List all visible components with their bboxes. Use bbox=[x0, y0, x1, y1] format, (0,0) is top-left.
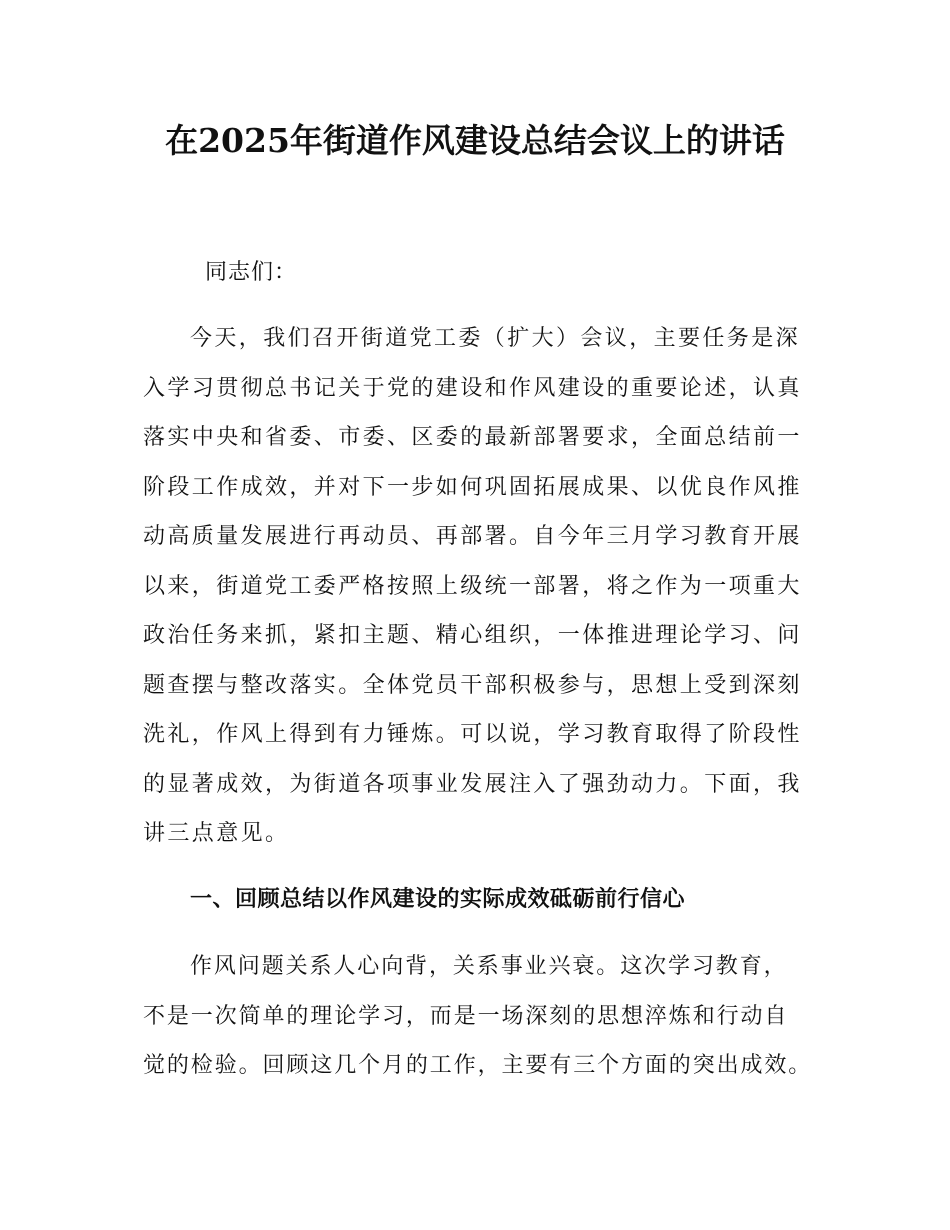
document-title: 在2025年街道作风建设总结会议上的讲话 bbox=[165, 121, 785, 160]
salutation: 同志们： bbox=[205, 260, 298, 285]
paragraph-line: 讲三点意见。 bbox=[143, 821, 290, 846]
paragraph-line: 的显著成效，为街道各项事业发展注入了强劲动力。下面，我 bbox=[143, 771, 802, 797]
paragraph-line: 不是一次简单的理论学习，而是一场深刻的思想淬炼和行动自 bbox=[143, 1003, 789, 1029]
paragraph-line: 动高质量发展进行再动员、再部署。自今年三月学习教育开展 bbox=[143, 524, 802, 549]
paragraph-line: 政治任务来抓，紧扣主题、精心组织，一体推进理论学习、问 bbox=[143, 623, 802, 648]
paragraph-section1 bbox=[143, 942, 843, 1091]
paragraph-intro bbox=[143, 314, 843, 859]
paragraph-line: 落实中央和省委、市委、区委的最新部署要求，全面总结前一 bbox=[143, 425, 802, 450]
paragraph-line: 洗礼，作风上得到有力锤炼。可以说，学习教育取得了阶段性 bbox=[143, 722, 802, 747]
paragraph-line: 觉的检验。回顾这几个月的工作，主要有三个方面的突出成效。 bbox=[143, 1053, 813, 1078]
paragraph-line: 今天，我们召开街道党工委（扩大）会议，主要任务是深 bbox=[190, 326, 801, 351]
paragraph-line: 阶段工作成效，并对下一步如何巩固拓展成果、以优良作风推 bbox=[143, 474, 802, 500]
paragraph-line: 题查摆与整改落实。全体党员干部积极参与，思想上受到深刻 bbox=[143, 672, 802, 698]
paragraph-line: 以来，街道党工委严格按照上级统一部署，将之作为一项重大 bbox=[143, 573, 802, 599]
paragraph-line: 入学习贯彻总书记关于党的建设和作风建设的重要论述，认真 bbox=[143, 375, 802, 401]
paragraph-line: 作风问题关系人心向背，关系事业兴衰。这次学习教育， bbox=[190, 954, 788, 979]
section-heading: 一、回顾总结以作风建设的实际成效砥砺前行信心 bbox=[190, 887, 686, 912]
